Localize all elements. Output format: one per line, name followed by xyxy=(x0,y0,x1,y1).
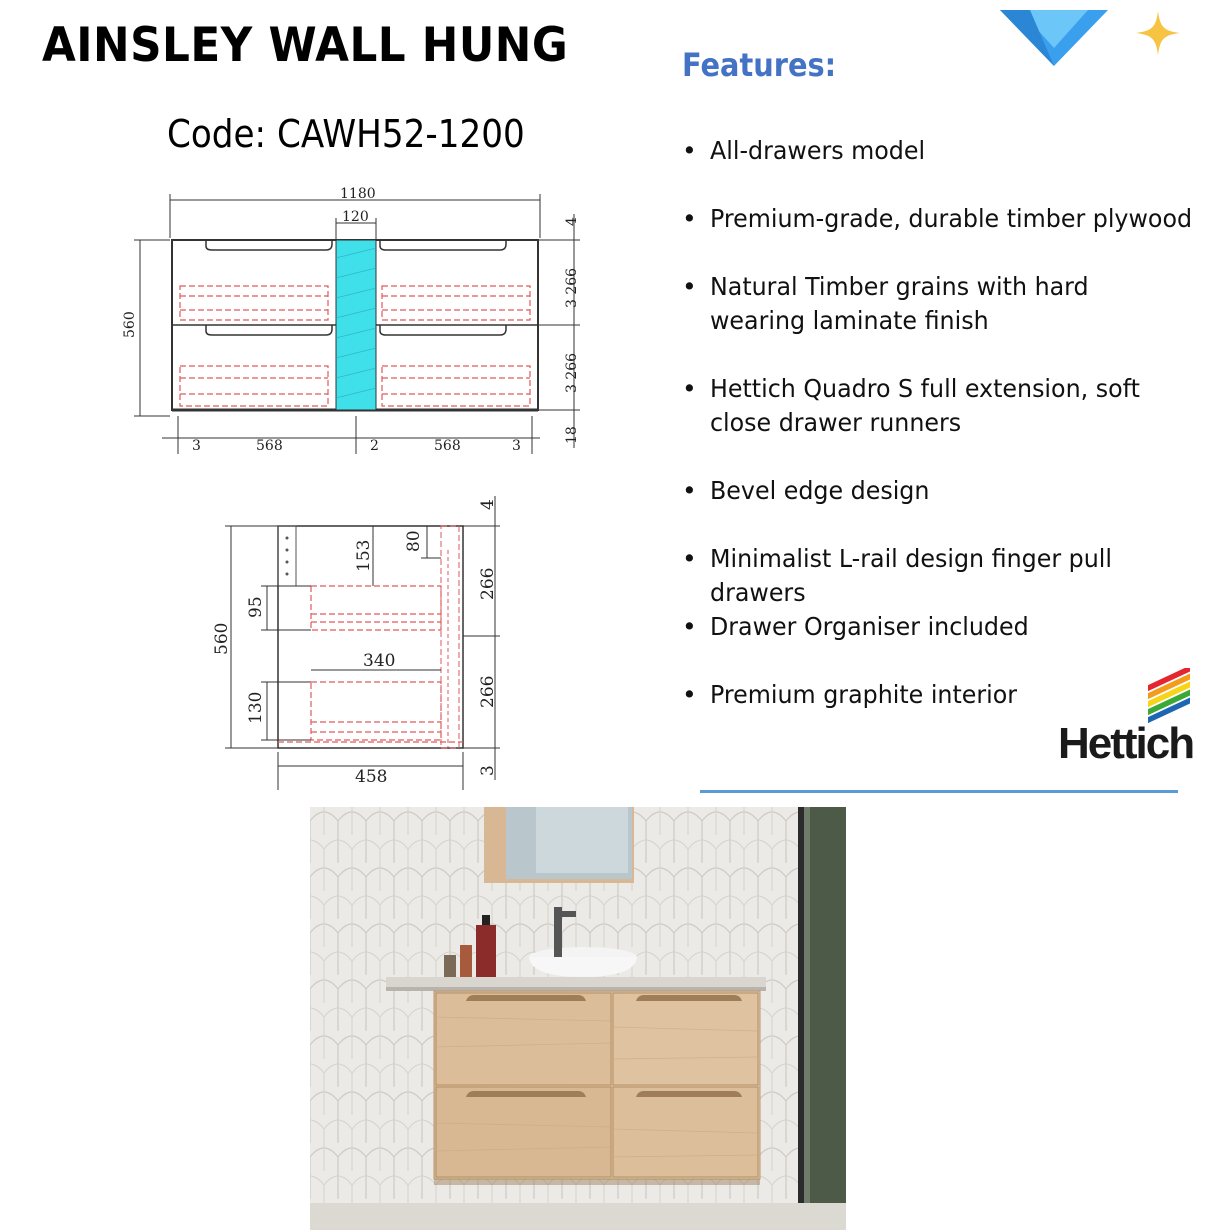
dim-height: 560 xyxy=(122,311,138,338)
list-item: • Bevel edge design xyxy=(682,474,1212,508)
dim-80: 80 xyxy=(404,530,424,552)
dim-bottom-2: 2 xyxy=(370,438,379,454)
list-item: • Natural Timber grains with hard wearing laminate finish xyxy=(682,272,1089,335)
dim-side-height: 560 xyxy=(212,622,232,655)
hettich-logo xyxy=(1056,668,1211,778)
product-photo xyxy=(310,807,846,1230)
dim-130: 130 xyxy=(246,691,266,724)
list-item: • Minimalist L-rail design finger pull drawers xyxy=(682,544,1112,607)
bullet-icon: • xyxy=(682,476,697,505)
list-item: • All-drawers model xyxy=(682,134,1212,168)
dim-bottom-1: 568 xyxy=(256,438,283,454)
bullet-icon: • xyxy=(682,612,697,641)
divider xyxy=(700,790,1178,793)
dim-center-width: 120 xyxy=(342,209,369,225)
dim-overall-width: 1180 xyxy=(340,186,376,202)
list-item: • Hettich Quadro S full extension, soft close drawer runners xyxy=(682,374,1140,437)
dim-340: 340 xyxy=(363,651,396,671)
dim-drawer-2: 3 266 xyxy=(564,352,580,393)
diamond-icon xyxy=(1000,8,1108,68)
bullet-icon: • xyxy=(682,204,697,233)
product-code: Code: CAWH52-1200 xyxy=(167,112,525,156)
side-section-drawing xyxy=(205,490,515,790)
list-item: • Premium graphite interior xyxy=(682,678,1212,712)
dim-bottom-4: 3 xyxy=(512,438,521,454)
sparkle-icon xyxy=(1134,9,1182,57)
dim-depth: 458 xyxy=(355,767,388,787)
front-elevation-drawing xyxy=(120,178,590,468)
dim-top-gap: 4 xyxy=(564,217,580,226)
dim-153: 153 xyxy=(354,539,374,572)
list-item: • Drawer Organiser included xyxy=(682,610,1212,644)
dim-bottom-0: 3 xyxy=(192,438,201,454)
list-item: • Premium-grade, durable timber plywood xyxy=(682,202,1212,236)
bullet-icon: • xyxy=(682,544,697,573)
dim-bottom-3: 568 xyxy=(434,438,461,454)
bullet-icon: • xyxy=(682,272,697,301)
bullet-icon: • xyxy=(682,374,697,403)
dim-side-drawer-1: 266 xyxy=(478,567,498,600)
dim-95: 95 xyxy=(246,596,266,618)
features-heading: Features: xyxy=(682,46,837,84)
brand-name: Hettich xyxy=(1058,719,1194,768)
bullet-icon: • xyxy=(682,136,697,165)
bullet-icon: • xyxy=(682,680,697,709)
dim-side-top-gap: 4 xyxy=(478,499,498,510)
dim-side-bottom: 3 xyxy=(478,765,498,776)
dim-side-drawer-2: 266 xyxy=(478,675,498,708)
product-title: AINSLEY WALL HUNG xyxy=(42,18,569,73)
dim-bottom: 18 xyxy=(564,426,580,444)
dim-drawer-1: 3 266 xyxy=(564,267,580,308)
